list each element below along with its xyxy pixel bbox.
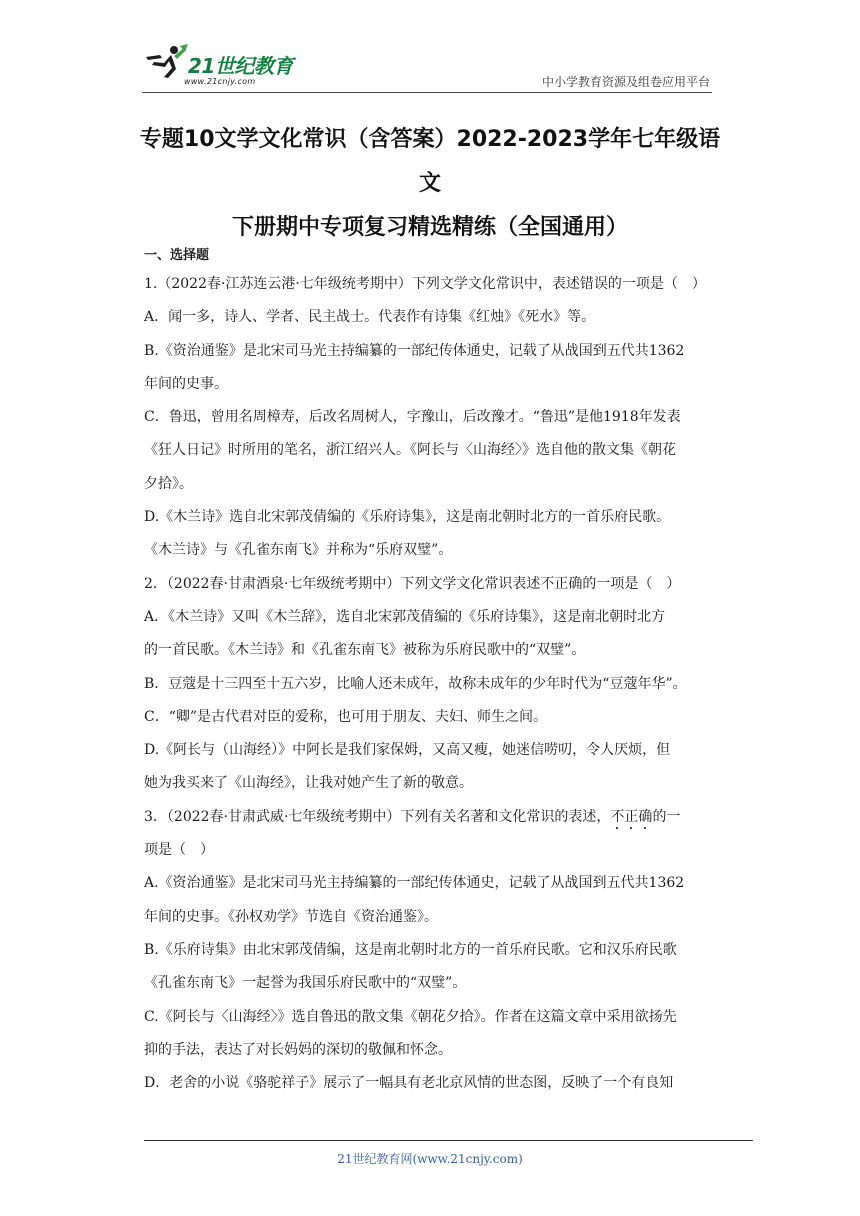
page-header [0,0,860,100]
text-line: B.《乐府诗集》由北宋郭茂倩编，这是南北朝时北方的一首乐府民歌。它和汉乐府民歌 [144,941,677,958]
title-line-2: 下册期中专项复习精选精练（全国通用） [231,215,628,240]
text-line: A.《资治通鉴》是北宋司马光主持编纂的一部纪传体通史，记载了从战国到五代共1362 [144,875,685,892]
text-line: 2．（2022春·甘肃酒泉·七年级统考期中）下列文学文化常识表述不正确的一项是（ ） [144,575,681,592]
logo-url: www.21cnjy.com [184,77,256,86]
text-line: D.《阿长与（山海经）》中阿长是我们家保姆，又高又瘦，她迷信唠叨，令人厌烦，但 [144,742,671,759]
text-line: 《木兰诗》与《孔雀东南飞》并称为“乐府双璧”。 [144,542,453,559]
section-heading: 一、选择题 [144,248,210,263]
footer-divider [144,1140,753,1141]
text-line-start: 3．（2022春·甘肃武威·七年级统考期中）下列有关名著和文化常识的表述， [144,808,611,825]
text-line: D.《木兰诗》选自北宋郭茂倩编的《乐府诗集》，这是南北朝时北方的一首乐府民歌。 [144,509,671,526]
text-line: D．老舍的小说《骆驼祥子》展示了一幅具有老北京风情的世态图，反映了一个有良知 [144,1075,674,1092]
text-line: 项是（ ） [144,842,214,859]
text-line-end: 的一 [652,808,681,825]
document-title [130,118,730,250]
logo-text: 21世纪教育 [188,54,293,78]
text-line: 的一首民歌。《木兰诗》和《孔雀东南飞》被称为乐府民歌中的“双璧”。 [144,642,586,659]
text-line: C.《阿长与〈山海经〉》选自鲁迅的散文集《朝花夕拾》。作者在这篇文章中采用欲扬先 [144,1008,677,1025]
text-line: C．鲁迅，曾用名周樟寿，后改名周树人，字豫山，后改豫才。“鲁迅”是他1918年发表 [144,409,681,426]
runner-logo-icon [144,44,188,80]
document-body [144,244,719,1100]
text-line: 年间的史事。《孙权劝学》节选自《资治通鉴》。 [144,908,438,925]
text-line: A．闻一多，诗人、学者、民主战士。代表作有诗集《红烛》《死水》等。 [144,309,596,326]
text-line: 《狂人日记》时所用的笔名，浙江绍兴人。《阿长与〈山海经〉》选自他的散文集《朝花 [144,442,676,459]
text-line: 《孔雀东南飞》一起誉为我国乐府民歌中的“双璧”。 [144,975,467,992]
emphasized-text: 不正确 [610,808,653,825]
text-line [144,801,719,834]
text-line: A．《木兰诗》又叫《木兰辞》，选自北宋郭茂倩编的《乐府诗集》，这是南北朝时北方 [144,608,666,625]
title-line-1: 专题10文学文化常识（含答案）2022-2023学年七年级语文 [139,127,721,196]
logo [144,44,314,94]
footer-link[interactable]: 21世纪教育网(www.21cnjy.com) [337,1152,523,1166]
text-line: C．“卿”是古代君对臣的爱称，也可用于朋友、夫妇、师生之间。 [144,708,548,725]
text-line: 抑的手法，表达了对长妈妈的深切的敬佩和怀念。 [144,1041,452,1058]
platform-name: 中小学教育资源及组卷应用平台 [541,75,710,89]
text-line: 她为我买来了《山海经》，让我对她产生了新的敬意。 [144,775,473,792]
text-line: 1.（2022春·江苏连云港·七年级统考期中）下列文学文化常识中，表述错误的一项是（ ） [144,276,706,292]
text-line: B．豆蔻是十三四至十五六岁，比喻人还未成年，故称未成年的少年时代为“豆蔻年华”。 [144,675,687,692]
text-line: B.《资治通鉴》是北宋司马光主持编纂的一部纪传体通史，记载了从战国到五代共1362 [144,342,685,359]
text-line: 夕拾》。 [144,475,193,492]
header-divider [142,92,712,93]
text-line: 年间的史事。 [144,375,228,392]
